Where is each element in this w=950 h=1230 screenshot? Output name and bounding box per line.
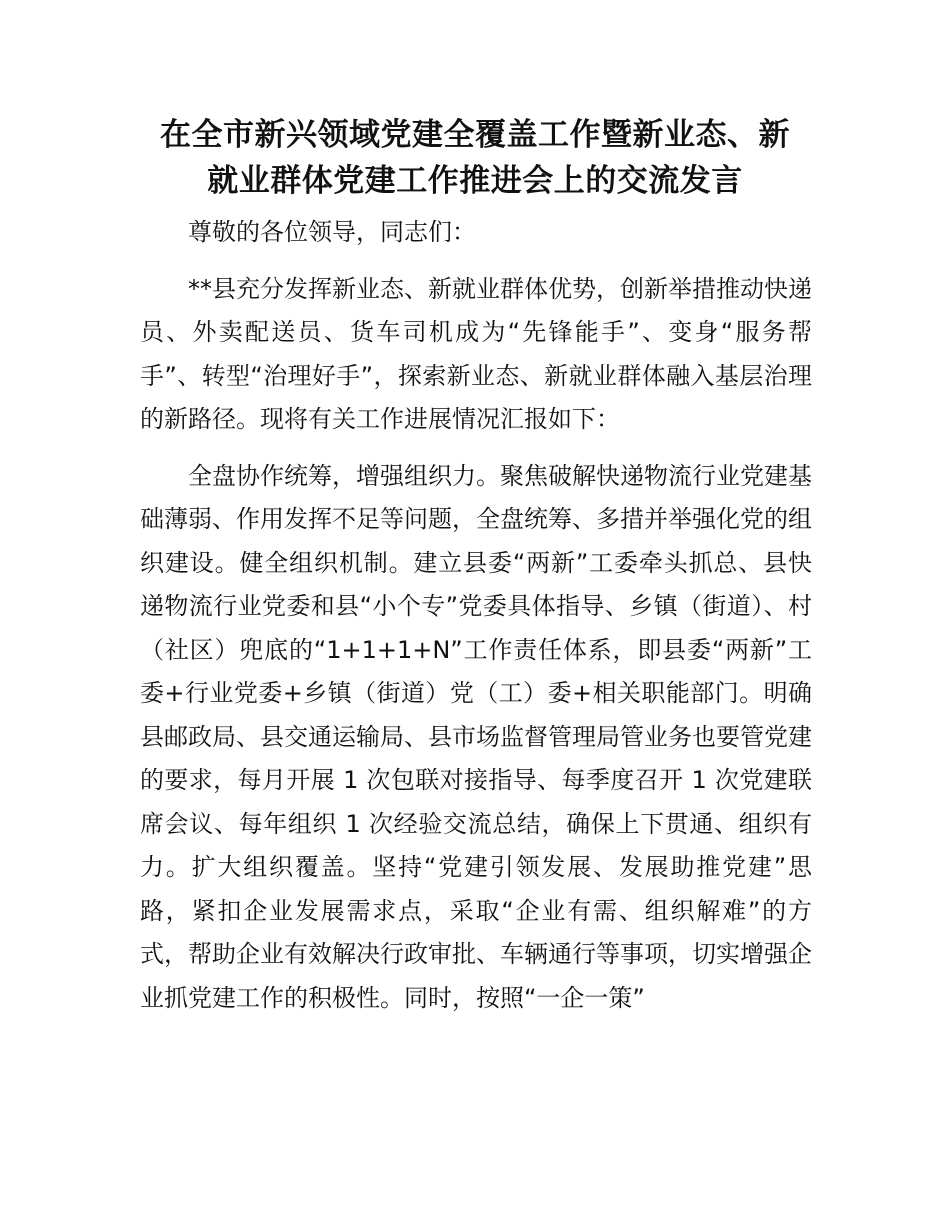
document-title [135,112,815,204]
paragraph-organization: 全盘协作统筹，增强组织力。聚焦破解快递物流行业党建基础薄弱、作用发挥不足等问题，全盘统筹、多措并举强化党的组织建设。健全组织机制。建立县委“两新”工委牵头抓总、县快递物流行业党委和县“小个专”党委具体指导、乡镇（街道）、村（社区）兜底的“1+1+1+N”工作责任体系，即县委“两新”工委+行业党委+乡镇（街道）党（工）委+相关职能部门。明确县邮政局、县交通运输局、县市场监督管理局管业务也要管党建的要求，每月开展 1 次包联对接指导、每季度召开 1 次党建联席会议、每年组织 1 次经验交流总结，确保上下贯通、组织有力。扩大组织覆盖。坚持“党建引领发展、发展助推党建”思路，紧扣企业发展需求点，采取“企业有需、组织解难”的方式，帮助企业有效解决行政审批、车辆通行等事项，切实增强企业抓党建工作的积极性。同时，按照“一企一策” [140,461,812,1012]
paragraph-intro: **县充分发挥新业态、新就业群体优势，创新举措推动快递员、外卖配送员、货车司机成为“先锋能手”、变身“服务帮手”、转型“治理好手”，探索新业态、新就业群体融入基层治理的新路径。现将有关工作进展情况汇报如下： [140,274,812,433]
title-line-1: 在全市新兴领域党建全覆盖工作暨新业态、新 [160,117,790,153]
salutation: 尊敬的各位领导，同志们： [188,218,476,246]
title-line-2: 就业群体党建工作推进会上的交流发言 [207,163,743,199]
document-body [140,211,812,1020]
